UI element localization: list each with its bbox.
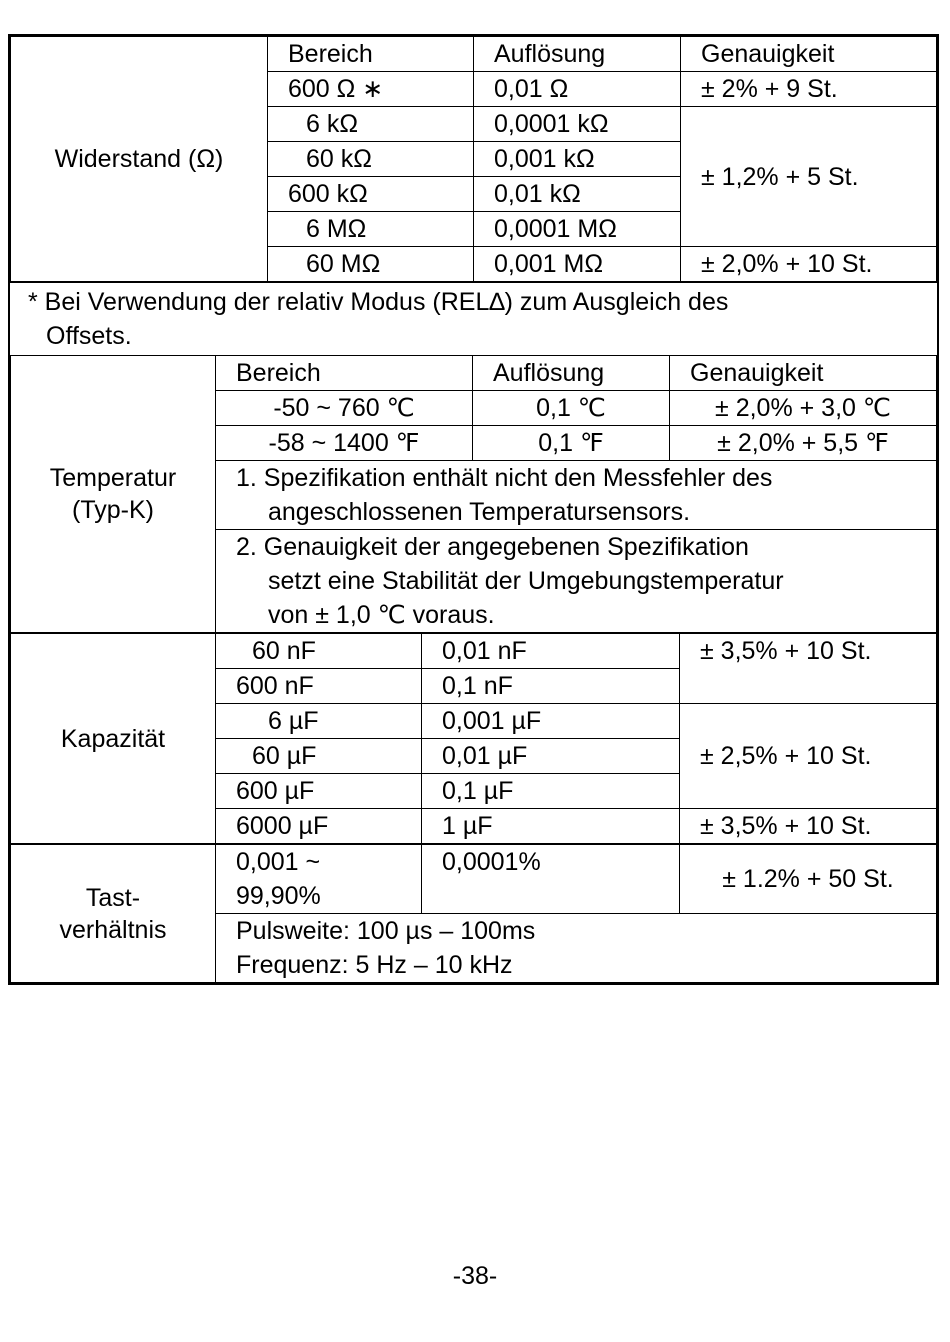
footnote-line: * Bei Verwendung der relativ Modus (REL∆) zum Ausgleich des bbox=[28, 288, 729, 316]
resolution-cell: 0,1 ℉ bbox=[473, 426, 670, 461]
duty-cycle-label-line: Tast- bbox=[85, 883, 141, 912]
range-cell: 600 Ω ∗ bbox=[268, 72, 474, 107]
header-accuracy: Genauigkeit bbox=[681, 37, 937, 72]
range-cell: 60 kΩ bbox=[268, 142, 474, 177]
resistance-label: Widerstand (Ω) bbox=[11, 37, 268, 282]
resolution-cell: 0,001 µF bbox=[422, 704, 680, 739]
footnote-line: Offsets. bbox=[46, 322, 132, 350]
temperature-note-2 bbox=[216, 530, 937, 633]
range-line: 99,90% bbox=[236, 882, 321, 910]
note-line: 1. Spezifikation enthält nicht den Messfehler des bbox=[236, 464, 773, 492]
accuracy-cell: ± 2,0% + 10 St. bbox=[681, 247, 937, 282]
range-cell: 6 kΩ bbox=[268, 107, 474, 142]
range-cell: 6 µF bbox=[216, 704, 422, 739]
accuracy-cell: ± 3,5% + 10 St. bbox=[680, 809, 937, 844]
temperature-note-1 bbox=[216, 461, 937, 530]
accuracy-cell: ± 2% + 9 St. bbox=[681, 72, 937, 107]
header-range: Bereich bbox=[268, 37, 474, 72]
duty-cycle-label-line: verhältnis bbox=[59, 915, 167, 944]
header-resolution: Auflösung bbox=[473, 356, 670, 391]
header-range: Bereich bbox=[216, 356, 473, 391]
capacitance-table bbox=[10, 633, 937, 844]
range-cell: -58 ~ 1400 ℉ bbox=[216, 426, 473, 461]
resolution-cell: 0,01 kΩ bbox=[474, 177, 681, 212]
temperature-label bbox=[11, 356, 216, 633]
note-line: 2. Genauigkeit der angegebenen Spezifikation bbox=[236, 533, 749, 561]
note-line: von ± 1,0 ℃ voraus. bbox=[268, 601, 495, 629]
accuracy-cell: ± 2,0% + 3,0 ℃ bbox=[670, 391, 937, 426]
resolution-cell: 0,1 µF bbox=[422, 774, 680, 809]
resolution-cell: 0,0001 MΩ bbox=[474, 212, 681, 247]
resolution-cell: 0,01 Ω bbox=[474, 72, 681, 107]
duty-cycle-specs bbox=[216, 914, 937, 983]
range-line: 0,001 ~ bbox=[236, 848, 321, 876]
note-line: setzt eine Stabilität der Umgebungstemperatur bbox=[268, 567, 784, 595]
resolution-cell: 1 µF bbox=[422, 809, 680, 844]
header-accuracy: Genauigkeit bbox=[670, 356, 937, 391]
range-cell: 60 nF bbox=[216, 634, 422, 669]
resolution-cell: 0,001 MΩ bbox=[474, 247, 681, 282]
frequency-line: Frequenz: 5 Hz – 10 kHz bbox=[236, 951, 513, 979]
resistance-footnote bbox=[10, 282, 937, 355]
accuracy-cell: ± 3,5% + 10 St. bbox=[680, 634, 937, 704]
spec-sheet bbox=[8, 34, 939, 985]
temperature-label-line: Temperatur bbox=[49, 464, 177, 492]
accuracy-cell: ± 1.2% + 50 St. bbox=[680, 845, 937, 914]
resolution-cell: 0,1 ℃ bbox=[473, 391, 670, 426]
resolution-cell: 0,01 µF bbox=[422, 739, 680, 774]
capacitance-label: Kapazität bbox=[11, 634, 216, 844]
duty-cycle-label bbox=[11, 845, 216, 983]
range-cell: 600 nF bbox=[216, 669, 422, 704]
range-cell: -50 ~ 760 ℃ bbox=[216, 391, 473, 426]
resolution-cell: 0,001 kΩ bbox=[474, 142, 681, 177]
range-cell: 600 kΩ bbox=[268, 177, 474, 212]
resolution-cell: 0,0001% bbox=[422, 845, 680, 914]
accuracy-cell: ± 1,2% + 5 St. bbox=[681, 107, 937, 247]
range-cell bbox=[216, 845, 422, 914]
duty-cycle-table bbox=[10, 844, 937, 983]
range-cell: 60 MΩ bbox=[268, 247, 474, 282]
note-line: angeschlossenen Temperatursensors. bbox=[268, 498, 691, 526]
range-cell: 60 µF bbox=[216, 739, 422, 774]
resistance-table bbox=[10, 36, 937, 282]
resolution-cell: 0,1 nF bbox=[422, 669, 680, 704]
range-cell: 600 µF bbox=[216, 774, 422, 809]
accuracy-cell: ± 2,5% + 10 St. bbox=[680, 704, 937, 809]
accuracy-cell: ± 2,0% + 5,5 ℉ bbox=[670, 426, 937, 461]
pulse-width-line: Pulsweite: 100 µs – 100ms bbox=[236, 917, 536, 945]
header-resolution: Auflösung bbox=[474, 37, 681, 72]
range-cell: 6000 µF bbox=[216, 809, 422, 844]
resolution-cell: 0,0001 kΩ bbox=[474, 107, 681, 142]
resolution-cell: 0,01 nF bbox=[422, 634, 680, 669]
temperature-label-line: (Typ-K) bbox=[72, 496, 154, 524]
page-number: -38- bbox=[452, 1262, 498, 1290]
range-cell: 6 MΩ bbox=[268, 212, 474, 247]
temperature-table bbox=[10, 355, 937, 633]
